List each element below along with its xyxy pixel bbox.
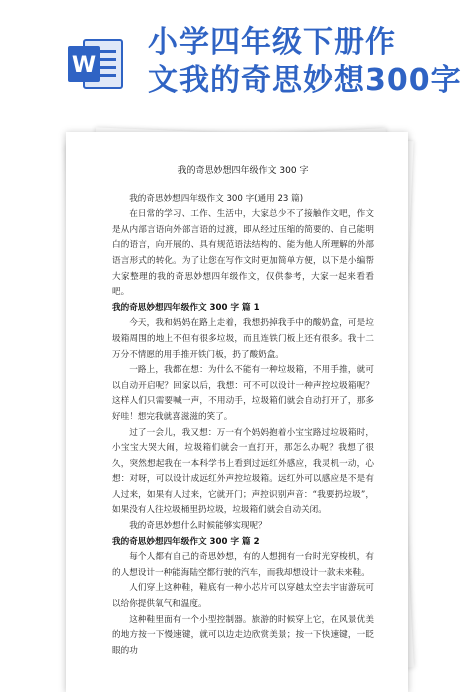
banner: [0, 0, 474, 118]
word-document-icon: [66, 34, 126, 94]
paragraph: 每个人都有自己的奇思妙想，有的人想拥有一台时光穿梭机，有的人想设计一种能海陆空都行驶的汽车，而我却想设计一款未来鞋。: [112, 552, 374, 578]
title-line-1: 小学四年级下册作: [148, 25, 396, 60]
paragraph: 我的奇思妙想什么时候能够实现呢？: [129, 521, 267, 532]
svg-text:W: W: [71, 53, 97, 78]
document-body: [112, 164, 374, 659]
intro-paragraph: 在日常的学习、工作、生活中，大家总少不了接触作文吧，作文是从内部言语向外部言语的过渡，即从经过压缩的简要的、自己能明白的语言，向开展的、具有规范语法结构的、能为他人所理解的外部语言形式的转化。为了让您在写作文时更加简单方便，以下是小编帮大家整理的我的奇思妙想四年级作文，仅供参考，大家一起来看看吧。: [112, 209, 374, 298]
paragraph: 这种鞋里面有一个小型控制器。旅游的时候穿上它，在风景优美的地方按一下慢速键，就可以边走边欣赏美景；按一下快速键，一眨眼的功: [112, 614, 374, 656]
section-heading: 我的奇思妙想四年级作文 300 字 篇 2: [112, 536, 260, 547]
document-subtitle: 我的奇思妙想四年级作文 300 字(通用 23 篇): [129, 193, 304, 204]
title-line-2: 文我的奇思妙想300字: [148, 63, 462, 98]
paragraph: 今天，我和妈妈在路上走着，我想扔掉我手中的酸奶盒，可是垃圾箱周围的地上不但有很多垃圾，而且连铁门板上还有很多。我十二万分不情愿的用手推开铁门板，扔了酸奶盒。: [112, 318, 374, 360]
paragraph: 人们穿上这种鞋，鞋底有一种小芯片可以穿越太空去宇宙游玩可以给你提供氧气和温度。: [112, 583, 374, 610]
page-title: [148, 24, 468, 100]
paragraph: 过了一会儿，我又想：万一有个妈妈抱着小宝宝路过垃圾箱时，小宝宝大哭大闹，垃圾箱们就会一直打开，那怎么办呢？我想了很久，突然想起我在一本科学书上看到过远红外感应，我灵机一动，心想：对呀，可以设计成远红外声控垃圾箱。远红外可以感应是不是有人过来，如果有人过来，它就开门；声控识别声音：“我要扔垃圾”，如果没有人往垃圾桶里扔垃圾，垃圾箱们就会自动关闭。: [112, 427, 374, 516]
paragraph: 一路上，我都在想：为什么不能有一种垃圾箱，不用手推，就可以自动开启呢？回家以后，我想：可不可以设计一种声控垃圾箱呢？这样人们只需要喊一声，不用动手，垃圾箱们就会自动打开了，那多好哇！想完我就喜滋滋的笑了。: [112, 365, 374, 422]
section-heading: 我的奇思妙想四年级作文 300 字 篇 1: [112, 302, 260, 313]
document-title: 我的奇思妙想四年级作文 300 字: [177, 166, 309, 176]
